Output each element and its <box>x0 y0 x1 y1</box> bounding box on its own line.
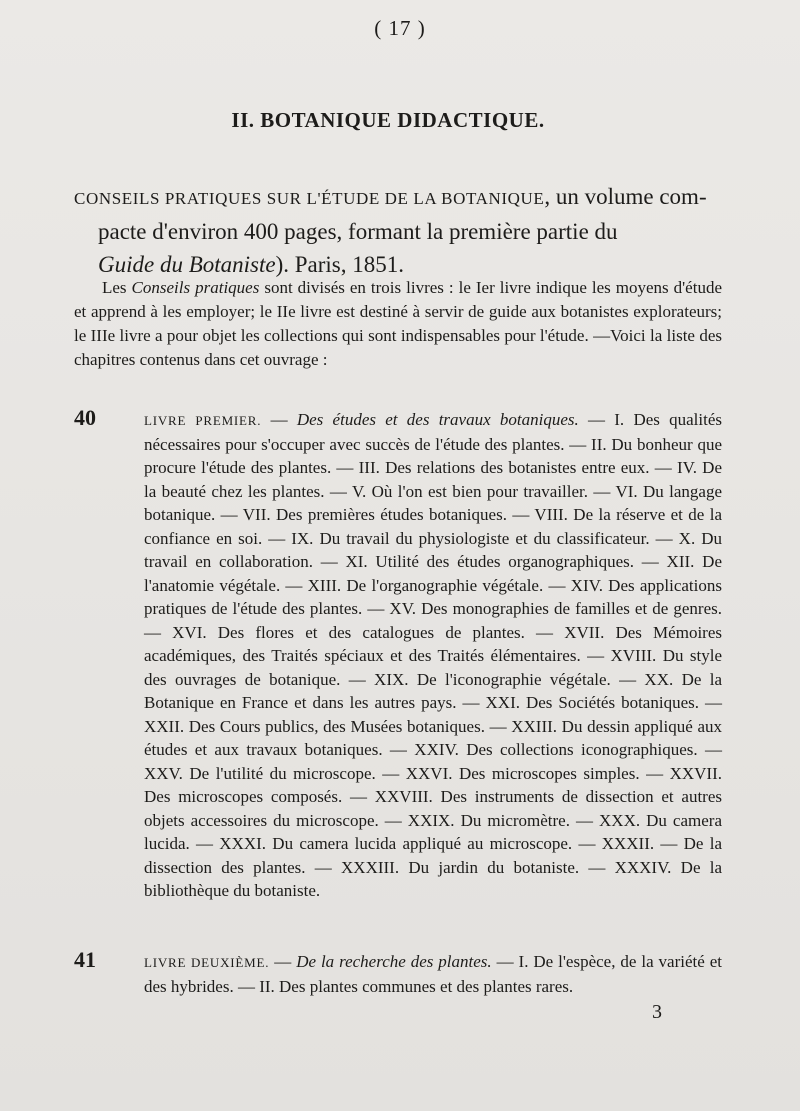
entry-label: LIVRE DEUXIÈME. <box>144 955 270 970</box>
entry-label: LIVRE PREMIER. <box>144 413 262 428</box>
intro-paragraph <box>74 276 722 372</box>
entry-title: Des études et des travaux botaniques. <box>296 410 579 429</box>
intro-lead: Les <box>102 278 132 297</box>
intro-italic: Conseils pratiques <box>131 278 260 297</box>
entry-41 <box>74 947 722 998</box>
entry-body <box>144 950 722 998</box>
book-heading-line-2: pacte d'environ 400 pages, formant la première partie du <box>98 219 618 244</box>
entry-title: De la recherche des plantes. <box>296 952 492 971</box>
book-title-rest: , un volume com- <box>544 184 707 209</box>
entry-40 <box>74 405 723 903</box>
entry-number: 41 <box>74 947 96 972</box>
entry-number: 40 <box>74 405 96 430</box>
entry-body <box>144 408 722 903</box>
page-number: ( 17 ) <box>374 16 426 40</box>
intro-text: sont divisés en trois livres : le Ier livre indique les moyens d'étude et apprend à les employer; le IIe livre est destiné à servir de guide aux botanistes explorateurs; le IIIe livre a pour objet les collections qui sont indispensables pour l'étude. —Voici la liste des chapitres contenus dans cet ouvrage : <box>74 278 722 369</box>
book-heading-line-3-rest: ). Paris, 1851. <box>275 252 405 277</box>
book-title: CONSEILS PRATIQUES SUR L'ÉTUDE DE LA BOTANIQUE <box>74 189 545 208</box>
entry-dash: — <box>269 952 297 971</box>
book-heading <box>74 180 724 281</box>
section-title: II. BOTANIQUE DIDACTIQUE. <box>231 108 545 132</box>
entry-text: — I. Des qualités nécessaires pour s'occuper avec succès de l'étude des plantes. — II. Du bonheur que procure l'étude des plantes. — III. Des relations des botanistes entre eux. — IV. De la beauté chez les plantes. — V. Où l'on est bien pour travailler. — VI. Du langage botanique. — VII. Des premières études botaniques. — VIII. De la réserve et de la confiance en soi. — IX. Du travail du physiologiste et du classificateur. — X. Du travail en collaboration. — XI. Utilité des études organographiques. — XII. De l'anatomie végétale. — XIII. De l'organographie végétale. — XIV. Des applications pratiques de l'étude des plantes. — XV. Des monographies de familles et de genres. — XVI. Des flores et des catalogues de plantes. — XVII. Des Mémoires académiques, des Traités spéciaux et des Traités élémentaires. — XVIII. Du style des ouvrages de botanique. — XIX. De l'iconographie végétale. — XX. De la Botanique en France et dans les autres pays. — XXI. Des Sociétés botaniques. — XXII. Des Cours publics, des Musées botaniques. — XXIII. Du dessin appliqué aux études et aux travaux botaniques. — XXIV. Des collections iconographiques. — XXV. De l'utilité du microscope. — XXVI. Des microscopes simples. — XXVII. Des microscopes composés. — XXVIII. Des instruments de dissection et autres objets accessoires du microscope. — XXIX. Du micromètre. — XXX. Du camera lucida. — XXXI. Du camera lucida appliqué au microscope. — XXXII. — De la dissection des plantes. — XXXIII. Du jardin du botaniste. — XXXIV. De la bibliothèque du botaniste. <box>144 410 723 900</box>
entry-dash: — <box>261 410 297 429</box>
signature-mark: 3 <box>652 1001 662 1023</box>
entry-text: — I. De l'espèce, de la variété et des hybrides. — II. Des plantes communes et des plantes rares. <box>144 952 722 996</box>
guide-title: Guide du Botaniste <box>98 252 276 277</box>
